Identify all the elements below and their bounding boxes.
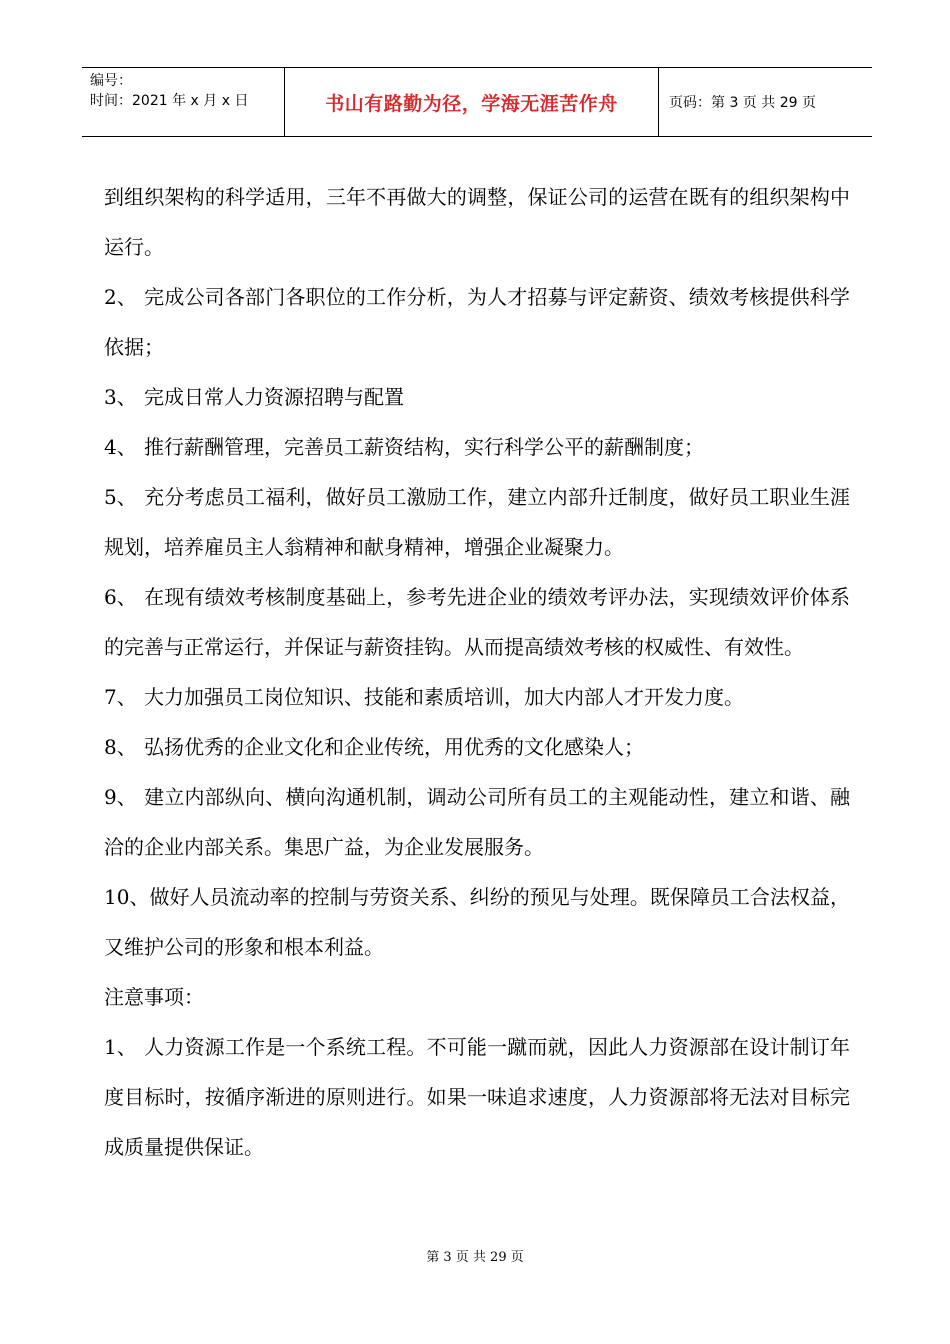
paragraph-text: 推行薪酬管理，完善员工薪资结构，实行科学公平的薪酬制度； (144, 435, 704, 459)
paragraph (104, 772, 850, 872)
time-label: 时间：2021 年 x 月 x 日 (90, 93, 249, 109)
paragraph-number: 1、 (104, 1035, 137, 1059)
paragraph-number: 4、 (104, 435, 137, 459)
paragraph-number: 2、 (104, 285, 137, 309)
paragraph-number: 10、 (104, 885, 150, 909)
paragraph-text: 人力资源工作是一个系统工程。不可能一蹴而就，因此人力资源部在设计制订年度目标时，按循序渐进的原则进行。如果一味追求速度，人力资源部将无法对目标完成质量提供保证。 (104, 1035, 850, 1159)
paragraph-text: 做好人员流动率的控制与劳资关系、纠纷的预见与处理。既保障员工合法权益，又维护公司的形象和根本利益。 (104, 885, 850, 959)
header-page-info (659, 68, 872, 136)
paragraph-text: 弘扬优秀的企业文化和企业传统，用优秀的文化感染人； (144, 735, 644, 759)
paragraph (104, 1022, 850, 1172)
paragraph-number: 9、 (104, 785, 137, 809)
paragraph-text: 注意事项： (104, 985, 204, 1009)
paragraph-text: 到组织架构的科学适用，三年不再做大的调整，保证公司的运营在既有的组织架构中运行。 (104, 185, 850, 259)
header-meta (82, 68, 285, 136)
document-body (104, 172, 850, 1172)
paragraph-number: 8、 (104, 735, 137, 759)
paragraph (104, 672, 850, 722)
paragraph-number: 7、 (104, 685, 137, 709)
paragraph-number: 3、 (104, 385, 137, 409)
header-motto: 书山有路勤为径，学海无涯苦作舟 (325, 92, 618, 115)
footer-page-number: 第 3 页 共 29 页 (426, 1250, 524, 1265)
paragraph (104, 372, 850, 422)
document-header (82, 67, 872, 137)
paragraph-number: 6、 (104, 585, 137, 609)
paragraph-number: 5、 (104, 485, 137, 509)
paragraph (104, 272, 850, 372)
paragraph (104, 472, 850, 572)
paragraph-text: 在现有绩效考核制度基础上，参考先进企业的绩效考评办法，实现绩效评价体系的完善与正常运行，并保证与薪资挂钩。从而提高绩效考核的权威性、有效性。 (104, 585, 850, 659)
paragraph (104, 872, 850, 972)
paragraph (104, 172, 850, 272)
paragraph-text: 建立内部纵向、横向沟通机制，调动公司所有员工的主观能动性，建立和谐、融洽的企业内部关系。集思广益，为企业发展服务。 (104, 785, 850, 859)
number-label: 编号： (90, 73, 132, 89)
paragraph (104, 572, 850, 672)
paragraph-text: 大力加强员工岗位知识、技能和素质培训，加大内部人才开发力度。 (144, 685, 744, 709)
paragraph-text: 充分考虑员工福利，做好员工激励工作，建立内部升迁制度，做好员工职业生涯规划，培养雇员主人翁精神和献身精神，增强企业凝聚力。 (104, 485, 850, 559)
header-motto-cell (285, 68, 659, 136)
paragraph-text: 完成公司各部门各职位的工作分析，为人才招募与评定薪资、绩效考核提供科学依据； (104, 285, 850, 359)
paragraph-text: 完成日常人力资源招聘与配置 (144, 385, 404, 409)
paragraph (104, 722, 850, 772)
page-footer (0, 1246, 950, 1265)
paragraph (104, 422, 850, 472)
page-info-text: 页码：第 3 页 共 29 页 (669, 95, 816, 111)
section-heading (104, 972, 850, 1022)
